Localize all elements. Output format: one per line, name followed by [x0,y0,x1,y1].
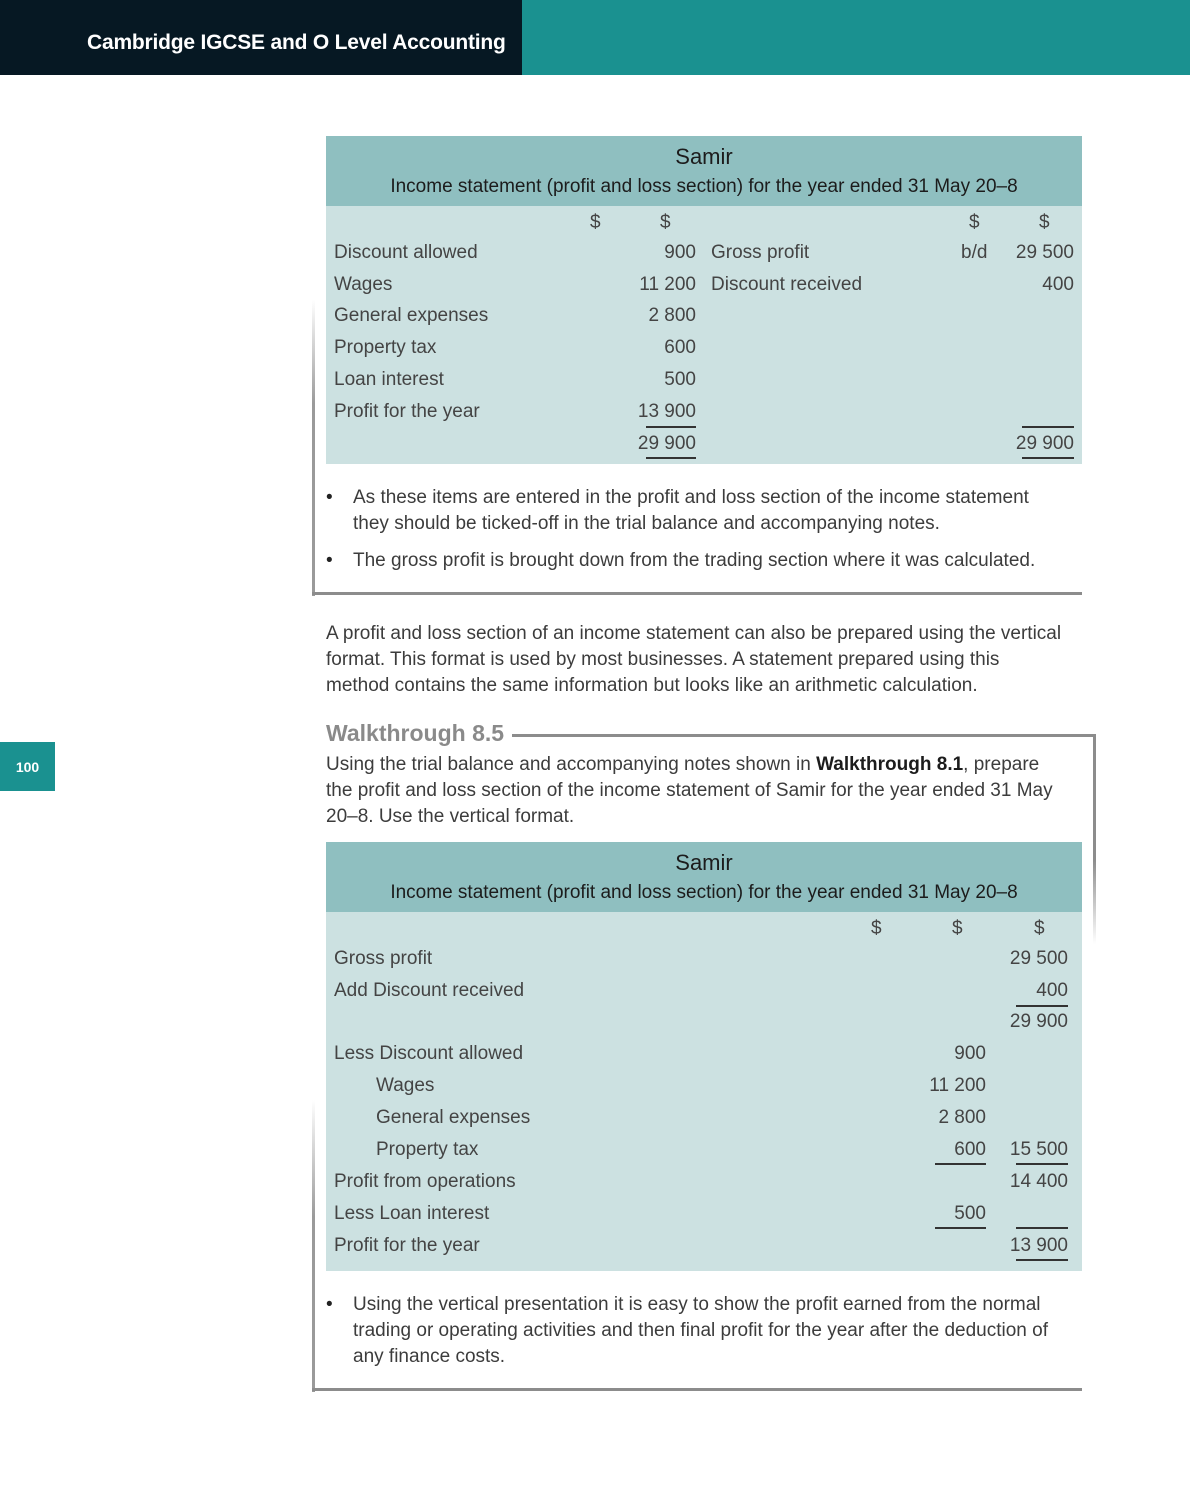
debit-label: General expenses [334,305,489,326]
expense-amount: 900 [954,1043,986,1064]
currency-header: $ [1039,212,1050,233]
line-label: Wages [376,1075,435,1096]
currency-header: $ [660,212,671,233]
bullet-icon: • [326,1294,333,1315]
currency-header: $ [590,212,601,233]
credit-amount: 400 [1042,274,1074,295]
debit-label: Wages [334,274,393,295]
total-rule [1022,426,1074,428]
total-rule [646,426,696,428]
book-title: Cambridge IGCSE and O Level Accounting [87,31,506,54]
line-label: Profit for the year [334,1235,480,1256]
box-border-bottom [312,592,1082,595]
total-amount: 14 400 [1009,1171,1068,1192]
bullet-icon: • [326,487,333,508]
note-text: Using the vertical presentation it is easy to show the profit earned from the normal trading or operating activities and then final profit for the year after the deduction of any finance costs. [353,1294,1048,1367]
statement-title: Income statement (profit and loss section) for the year ended 31 May 20–8 [390,176,1018,197]
note-text: The gross profit is brought down from the trading section where it was calculated. [353,550,1036,571]
statement-header [326,136,1082,206]
debit-amount: 2 800 [648,305,696,326]
line-label: Add Discount received [334,980,525,1001]
line-label: Gross profit [334,948,433,969]
debit-amount: 11 200 [639,274,696,295]
subtotal-rule [935,1163,986,1165]
debit-label: Profit for the year [334,401,480,422]
statement-header [326,842,1082,912]
expense-amount: 500 [954,1203,986,1224]
walkthrough-text: Using the trial balance and accompanying notes shown in [326,754,817,775]
line-label: Profit from operations [334,1171,516,1192]
currency-header: $ [871,918,882,939]
line-label: General expenses [376,1107,531,1128]
subtotal-rule [1016,1005,1068,1007]
debit-amount: 600 [664,337,696,358]
credit-total: 29 900 [1015,433,1074,454]
body-paragraph: A profit and loss section of an income statement can also be prepared using the vertical format. This format is used by most businesses. A statement prepared using this method contains the same information but looks like an arithmetic calculation. [326,623,1062,696]
expense-amount: 2 800 [938,1107,986,1128]
walkthrough-border-right [1093,734,1096,944]
total-double-rule [1022,457,1074,459]
total-double-rule [1016,1259,1068,1261]
page-number: 100 [0,742,55,791]
line-label: Property tax [376,1139,479,1160]
business-name: Samir [675,144,733,169]
debit-label: Property tax [334,337,437,358]
subtotal-rule [1016,1163,1068,1165]
walkthrough-reference: Walkthrough 8.1 [816,754,964,775]
box-border-left [312,300,315,596]
total-amount: 13 900 [1009,1235,1068,1256]
total-amount: 15 500 [1009,1139,1068,1160]
business-name: Samir [675,850,733,875]
subtotal-rule [935,1227,986,1229]
subtotal-rule [1016,1227,1068,1229]
total-amount: 29 900 [1009,1011,1068,1032]
currency-header: $ [1034,918,1045,939]
bullet-icon: • [326,550,333,571]
total-double-rule [646,457,696,459]
debit-amount: 13 900 [637,401,696,422]
walkthrough-instructions [326,752,1066,830]
credit-label: Gross profit [711,242,810,263]
debit-label: Loan interest [334,369,444,390]
note-bullet [326,485,1066,537]
line-label: Less Loan interest [334,1203,490,1224]
credit-ref: b/d [961,242,988,263]
header-accent-bar [522,0,1190,75]
box-border-bottom [312,1388,1082,1391]
debit-amount: 500 [664,369,696,390]
currency-header: $ [952,918,963,939]
income-statement-vertical [326,842,1082,1271]
credit-amount: 29 500 [1015,242,1074,263]
debit-total: 29 900 [637,433,696,454]
expense-amount: 600 [954,1139,986,1160]
debit-label: Discount allowed [334,242,478,263]
note-text: As these items are entered in the profit and loss section of the income statement they should be ticked-off in the trial balance and accompanying notes. [353,487,1029,534]
walkthrough-title: Walkthrough 8.5 [326,720,512,747]
debit-amount: 900 [664,242,696,263]
note-bullet [326,548,1066,574]
statement-title: Income statement (profit and loss section) for the year ended 31 May 20–8 [390,882,1018,903]
currency-header: $ [969,212,980,233]
note-bullet [326,1292,1066,1370]
total-amount: 29 500 [1009,948,1068,969]
box-border-left [312,1100,315,1392]
credit-label: Discount received [711,274,863,295]
total-amount: 400 [1036,980,1068,1001]
expense-amount: 11 200 [929,1075,986,1096]
walkthrough-text: , prepare the profit and loss section of the income statement of Samir for the year ended 31 May 20–8. Use the vertical format. [326,754,1053,827]
line-label: Less Discount allowed [334,1043,524,1064]
income-statement-horizontal [326,136,1082,464]
